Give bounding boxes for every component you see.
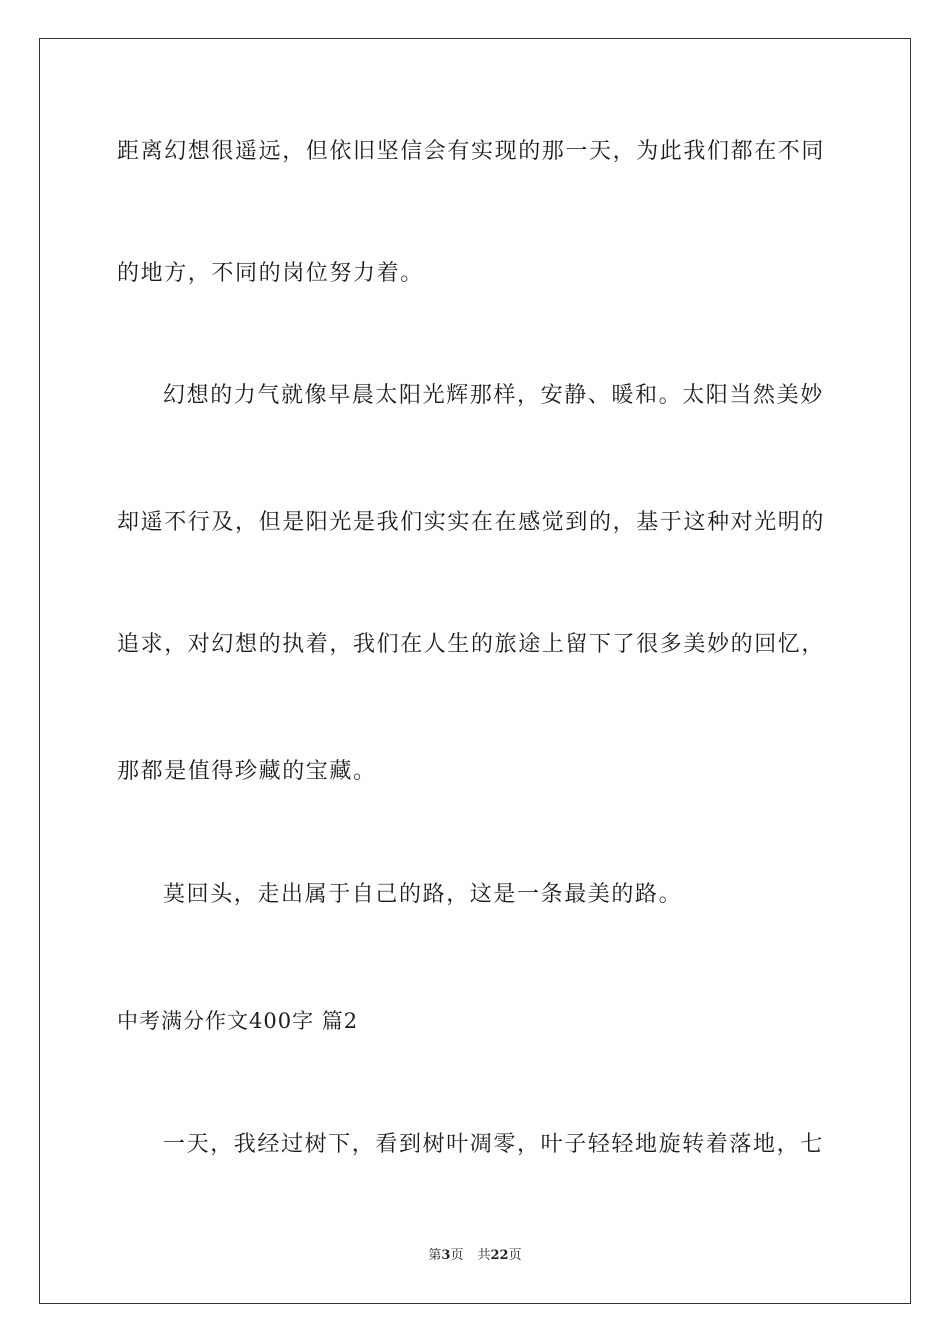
footer-total-prefix: 共 <box>477 1248 491 1263</box>
paragraph-line-8: 一天，我经过树下，看到树叶凋零，叶子轻轻地旋转着落地，七 <box>163 1132 824 1157</box>
page-footer <box>0 1247 950 1265</box>
footer-total-pages: 22 <box>490 1248 509 1263</box>
paragraph-line-7: 莫回头，走出属于自己的路，这是一条最美的路。 <box>163 882 683 907</box>
section-heading: 中考满分作文400字 篇2 <box>117 1009 359 1033</box>
footer-total-suffix: 页 <box>508 1248 522 1263</box>
page-border <box>39 38 911 1304</box>
paragraph-line-2: 的地方，不同的岗位努力着。 <box>117 261 424 286</box>
footer-page-prefix: 第 <box>428 1248 442 1263</box>
paragraph-line-3: 幻想的力气就像早晨太阳光辉那样，安静、暖和。太阳当然美妙 <box>163 383 824 408</box>
footer-page-number: 3 <box>441 1248 451 1263</box>
footer-page-suffix: 页 <box>450 1248 464 1263</box>
paragraph-line-6: 那都是值得珍藏的宝藏。 <box>117 759 377 784</box>
paragraph-line-5: 追求，对幻想的执着，我们在人生的旅途上留下了很多美妙的回忆， <box>117 632 826 657</box>
paragraph-line-1: 距离幻想很遥远，但依旧坚信会有实现的那一天，为此我们都在不同 <box>117 139 826 164</box>
paragraph-line-4: 却遥不行及，但是阳光是我们实实在在感觉到的，基于这种对光明的 <box>117 510 826 535</box>
